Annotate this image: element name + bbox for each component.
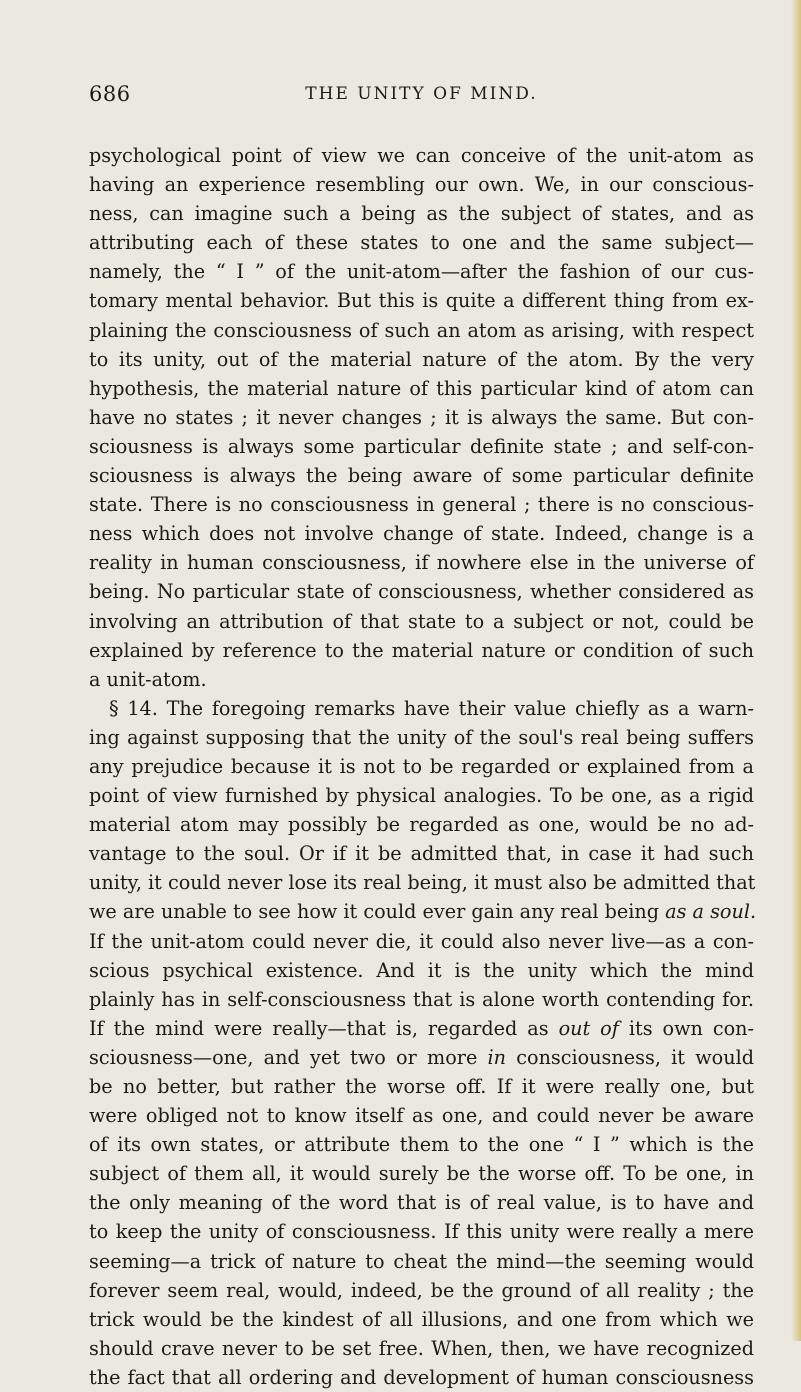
italic-phrase: as a soul.: [665, 900, 757, 924]
text-line: seeming—a trick of nature to cheat the mind—the seeming would: [89, 1249, 754, 1273]
text-line: a unit-atom.: [89, 667, 207, 691]
text-line: state. There is no consciousness in general ; there is no conscious-: [89, 493, 754, 517]
text-segment: If the mind were really—that is, regarded as: [89, 1016, 559, 1040]
text-line: hypothesis, the material nature of this particular kind of atom can: [89, 376, 754, 400]
italic-phrase: out of: [558, 1016, 619, 1040]
text-line: be no better, but rather the worse off. If it were really one, but: [89, 1075, 754, 1098]
text-line: ing against supposing that the unity of the soul's real being suffers: [89, 725, 754, 749]
text-line: explained by reference to the material nature or condition of such: [89, 638, 754, 662]
text-line: vantage to the soul. Or if it be admitted that, in case it had such: [89, 842, 754, 866]
text-segment: we are unable to see how it could ever gain any real being: [89, 900, 666, 924]
text-line: the fact that all ordering and development of human consciousness: [89, 1365, 754, 1389]
text-line: material atom may possibly be regarded as one, would be no ad-: [89, 813, 754, 837]
text-line: should crave never to be set free. When, then, we have recognized: [89, 1336, 754, 1360]
text-line: sciousness is always the being aware of some particular definite: [89, 464, 754, 488]
text-line: any prejudice because it is not to be regarded or explained from a: [89, 754, 754, 778]
text-line: sciousness is always some particular definite state ; and self-con-: [89, 434, 754, 458]
text-line: the only meaning of the word that is of real value, is to have and: [89, 1191, 754, 1215]
text-line: ness which does not involve change of state. Indeed, change is a: [89, 522, 754, 546]
text-line: subject of them all, it would surely be the worse off. To be one, in: [89, 1162, 754, 1186]
text-line: were obliged not to know itself as one, and could never be aware: [89, 1104, 754, 1128]
text-line: attributing each of these states to one and the same subject—: [89, 231, 754, 255]
text-line: to keep the unity of consciousness. If this unity were really a mere: [89, 1220, 754, 1244]
text-line: point of view furnished by physical analogies. To be one, as a rigid: [89, 784, 754, 808]
section-heading-line: § 14. The foregoing remarks have their value chiefly as a warn-: [109, 696, 754, 720]
text-line: plainly has in self-consciousness that is alone worth contending for.: [89, 987, 754, 1011]
page-header: [89, 82, 754, 112]
text-line: If the unit-atom could never die, it could also never live—as a con-: [89, 929, 754, 953]
text-line: trick would be the kindest of all illusions, and one from which we: [89, 1307, 754, 1331]
text-line: of its own states, or attribute them to the one “ I ” which is the: [89, 1133, 754, 1157]
text-segment: its own con-: [618, 1016, 755, 1040]
running-head: THE UNITY OF MIND.: [305, 84, 538, 104]
text-line: ness, can imagine such a being as the subject of states, and as: [89, 202, 754, 226]
text-line: namely, the “ I ” of the unit-atom—after the fashion of our cus-: [89, 260, 754, 284]
text-line: reality in human consciousness, if nowhere else in the universe of: [89, 551, 754, 575]
text-line: tomary mental behavior. But this is quite a different thing from ex-: [89, 289, 754, 313]
text-line: unity, it could never lose its real being, it must also be admitted that: [89, 871, 756, 895]
text-line: psychological point of view we can conceive of the unit-atom as: [89, 144, 754, 167]
text-line: involving an attribution of that state to a subject or not, could be: [89, 609, 754, 633]
text-segment: sciousness—one, and yet two or more: [89, 1045, 488, 1069]
text-line: [89, 1014, 754, 1043]
body-text: [89, 141, 757, 1392]
text-line: to its unity, out of the material nature of the atom. By the very: [89, 347, 754, 371]
text-line: [89, 897, 757, 926]
text-line: plaining the consciousness of such an atom as arising, with respect: [89, 318, 754, 342]
page-number: 686: [89, 82, 131, 106]
page-edge-stain: [791, 0, 801, 1341]
italic-phrase: in: [487, 1045, 507, 1069]
text-line: have no states ; it never changes ; it is always the same. But con-: [89, 405, 754, 429]
text-line: [89, 1043, 754, 1072]
text-line: having an experience resembling our own. We, in our conscious-: [89, 173, 754, 197]
text-line: forever seem real, would, indeed, be the ground of all reality ; the: [89, 1278, 754, 1302]
text-line: scious psychical existence. And it is the unity which the mind: [89, 958, 754, 982]
text-line: being. No particular state of consciousness, whether considered as: [89, 580, 754, 604]
text-segment: consciousness, it would: [506, 1045, 754, 1069]
